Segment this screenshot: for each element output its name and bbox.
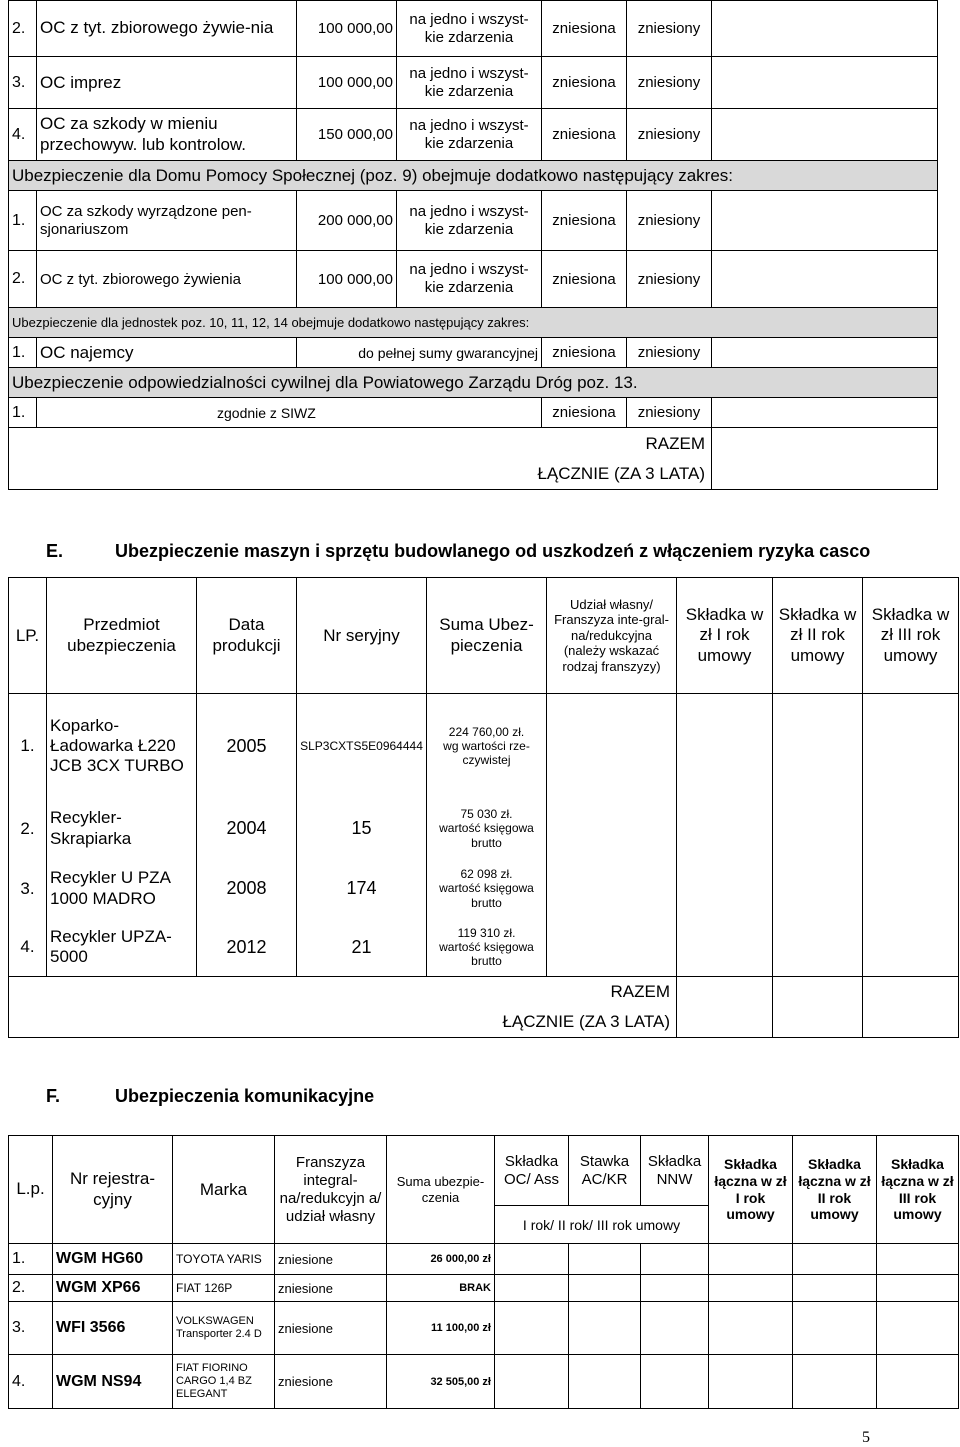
header-rate: Stawka AC/KR — [569, 1136, 641, 1206]
value-2: zniesiony — [627, 57, 712, 109]
row-sum: 75 030 zł. — [460, 806, 513, 821]
header-subject: Przedmiot ubezpieczenia — [47, 578, 197, 694]
table-row — [9, 191, 938, 251]
row-sum-note: wartość księgowa brutto — [439, 940, 534, 969]
total-label-3-years: ŁĄCZNIE (ZA 3 LATA) — [537, 463, 705, 483]
section-e-title: Ubezpieczenie maszyn i sprzętu budowlanego od uszkodzeń z włączeniem ryzyka casco — [115, 541, 871, 561]
scope: na jedno i wszyst-kie zdarzenia — [397, 109, 542, 161]
row-date: 2012 — [197, 919, 297, 977]
header-sum: Suma Ubez-pieczenia — [427, 578, 547, 694]
row-sum-note: wartość księgowa brutto — [439, 821, 534, 850]
coverage-name: OC z tyt. zbiorowego żywie-nia — [37, 1, 297, 57]
row-date: 2008 — [197, 859, 297, 919]
section-header-row — [9, 368, 938, 398]
header-total-2: Składka łączna w zł II rok umowy — [793, 1136, 877, 1244]
header-row — [9, 578, 959, 694]
page-number: 5 — [862, 1429, 870, 1446]
row-make: FIAT 126P — [173, 1275, 275, 1302]
table-row — [9, 1, 938, 57]
row-subject: Recykler-Skrapiarka — [47, 799, 197, 859]
row-sum: 11 100,00 zł — [387, 1302, 495, 1355]
row-lp: 4. — [9, 919, 47, 977]
section-f-letter: F. — [46, 1086, 61, 1106]
table-row — [9, 1275, 959, 1302]
value-1: zniesiona — [542, 57, 627, 109]
row-reg: WGM NS94 — [53, 1355, 173, 1409]
row-number: 1. — [9, 191, 37, 251]
header-nnw: Składka NNW — [641, 1136, 709, 1206]
row-deductible: zniesione — [275, 1275, 387, 1302]
header-sum: Suma ubezpie-czenia — [387, 1136, 495, 1244]
value-1: zniesiona — [542, 109, 627, 161]
row-serial: 174 — [297, 859, 427, 919]
header-lp: LP. — [9, 578, 47, 694]
value-2: zniesiony — [627, 398, 712, 428]
row-lp: 1. — [9, 1244, 53, 1275]
scope: na jedno i wszyst-kie zdarzenia — [397, 1, 542, 57]
total-label: RAZEM — [610, 982, 670, 1001]
amount: 150 000,00 — [297, 109, 397, 161]
section-e-letter: E. — [46, 541, 64, 561]
row-lp: 1. — [9, 694, 47, 799]
table-row — [9, 1244, 959, 1275]
value-1: zniesiona — [542, 398, 627, 428]
row-reg: WGM XP66 — [53, 1275, 173, 1302]
header-premium-1: Składka w zł I rok umowy — [677, 578, 773, 694]
total-label-3-years: ŁĄCZNIE (ZA 3 LATA) — [502, 1011, 670, 1031]
amount: 200 000,00 — [297, 191, 397, 251]
table-row — [9, 1302, 959, 1355]
row-number: 1. — [9, 338, 37, 368]
coverage-name: OC za szkody w mieniu przechowyw. lub kontrolow. — [37, 109, 297, 161]
scope: na jedno i wszyst-kie zdarzenia — [397, 191, 542, 251]
row-subject: Recykler U PZA 1000 MADRO — [47, 859, 197, 919]
header-make: Marka — [173, 1136, 275, 1244]
row-lp: 4. — [9, 1355, 53, 1409]
row-subject: Recykler UPZA-5000 — [47, 919, 197, 977]
scope: na jedno i wszyst-kie zdarzenia — [397, 57, 542, 109]
table-row — [9, 859, 959, 919]
row-serial: 15 — [297, 799, 427, 859]
value-2: zniesiony — [627, 1, 712, 57]
table-row — [9, 694, 959, 799]
row-number: 2. — [9, 251, 37, 308]
section-header-row — [9, 308, 938, 338]
table-row — [9, 338, 938, 368]
header-lp: L.p. — [9, 1136, 53, 1244]
row-deductible: zniesione — [275, 1355, 387, 1409]
amount: 100 000,00 — [297, 1, 397, 57]
row-sum: 32 505,00 zł — [387, 1355, 495, 1409]
table-row — [9, 1355, 959, 1409]
table-row — [9, 919, 959, 977]
value-2: zniesiony — [627, 251, 712, 308]
value-1: zniesiona — [542, 338, 627, 368]
header-oc: Składka OC/ Ass — [495, 1136, 569, 1206]
section-header-row — [9, 161, 938, 191]
row-number: 2. — [9, 1, 37, 57]
row-make: TOYOTA YARIS — [173, 1244, 275, 1275]
machinery-table — [8, 577, 959, 1038]
row-number: 3. — [9, 57, 37, 109]
vehicle-table — [8, 1135, 959, 1409]
row-serial: SLP3CXTS5E0964444 — [297, 694, 427, 799]
amount: 100 000,00 — [297, 57, 397, 109]
row-number: 4. — [9, 109, 37, 161]
header-total-3: Składka łączna w zł III rok umowy — [877, 1136, 959, 1244]
row-sum-note: wartość księgowa brutto — [439, 881, 534, 910]
table-row — [9, 109, 938, 161]
header-premium-3: Składka w zł III rok umowy — [863, 578, 959, 694]
table-row — [9, 57, 938, 109]
section-header-dps: Ubezpieczenie dla Domu Pomocy Społecznej (poz. 9) obejmuje dodatkowo następujący zakres: — [9, 161, 938, 191]
value-2: zniesiony — [627, 191, 712, 251]
row-make: FIAT FIORINO CARGO 1,4 BZ ELEGANT — [173, 1355, 275, 1409]
total-row — [9, 977, 959, 1038]
section-header-pzd: Ubezpieczenie odpowiedzialności cywilnej dla Powiatowego Zarządu Dróg poz. 13. — [9, 368, 938, 398]
row-sum-note: wg wartości rze-czywistej — [443, 739, 530, 768]
header-row — [9, 1136, 959, 1206]
coverage-name: OC imprez — [37, 57, 297, 109]
row-date: 2005 — [197, 694, 297, 799]
scope: zgodnie z SIWZ — [37, 398, 542, 428]
row-make: VOLKSWAGEN Transporter 2.4 D — [173, 1302, 275, 1355]
scope: na jedno i wszyst-kie zdarzenia — [397, 251, 542, 308]
table-row — [9, 799, 959, 859]
header-deductible: Udział własny/ Franszyza inte-gral-na/redukcyjna (należy wskazać rodzaj franszyzy) — [547, 578, 677, 694]
row-lp: 2. — [9, 1275, 53, 1302]
row-sum: 26 000,00 zł — [387, 1244, 495, 1275]
scope: do pełnej sumy gwarancyjnej — [297, 338, 542, 368]
table-row — [9, 251, 938, 308]
row-lp: 2. — [9, 799, 47, 859]
value-2: zniesiony — [627, 338, 712, 368]
table-row — [9, 398, 938, 428]
row-serial: 21 — [297, 919, 427, 977]
row-sum: 224 760,00 zł. — [448, 724, 525, 739]
header-serial: Nr seryjny — [297, 578, 427, 694]
row-reg: WGM HG60 — [53, 1244, 173, 1275]
value-1: zniesiona — [542, 191, 627, 251]
total-row — [9, 428, 938, 490]
row-subject: Koparko-Ładowarka Ł220 JCB 3CX TURBO — [47, 694, 197, 799]
header-reg: Nr rejestra-cyjny — [53, 1136, 173, 1244]
header-date: Data produkcji — [197, 578, 297, 694]
header-deductible: Franszyza integral-na/redukcyjn a/ udział własny — [275, 1136, 387, 1244]
row-lp: 3. — [9, 1302, 53, 1355]
total-label: RAZEM — [645, 433, 705, 453]
row-sum: 62 098 zł. — [460, 866, 513, 881]
row-number: 1. — [9, 398, 37, 428]
row-sum: BRAK — [387, 1275, 495, 1302]
value-1: zniesiona — [542, 251, 627, 308]
amount: 100 000,00 — [297, 251, 397, 308]
header-premium-2: Składka w zł II rok umowy — [773, 578, 863, 694]
row-lp: 3. — [9, 859, 47, 919]
header-total-1: Składka łączna w zł I rok umowy — [709, 1136, 793, 1244]
coverage-name: OC z tyt. zbiorowego żywienia — [37, 251, 297, 308]
row-reg: WFI 3566 — [53, 1302, 173, 1355]
coverage-name: OC za szkody wyrządzone pen-sjonariuszom — [37, 191, 297, 251]
coverage-name: OC najemcy — [37, 338, 297, 368]
row-sum: 119 310 zł. — [457, 925, 516, 940]
liability-table — [8, 0, 938, 490]
value-1: zniesiona — [542, 1, 627, 57]
row-deductible: zniesione — [275, 1302, 387, 1355]
section-header-units: Ubezpieczenie dla jednostek poz. 10, 11, 12, 14 obejmuje dodatkowo następujący zakres: — [9, 308, 938, 338]
row-date: 2004 — [197, 799, 297, 859]
row-deductible: zniesione — [275, 1244, 387, 1275]
value-2: zniesiony — [627, 109, 712, 161]
header-years: I rok/ II rok/ III rok umowy — [495, 1206, 709, 1244]
section-f-title: Ubezpieczenia komunikacyjne — [115, 1086, 375, 1106]
